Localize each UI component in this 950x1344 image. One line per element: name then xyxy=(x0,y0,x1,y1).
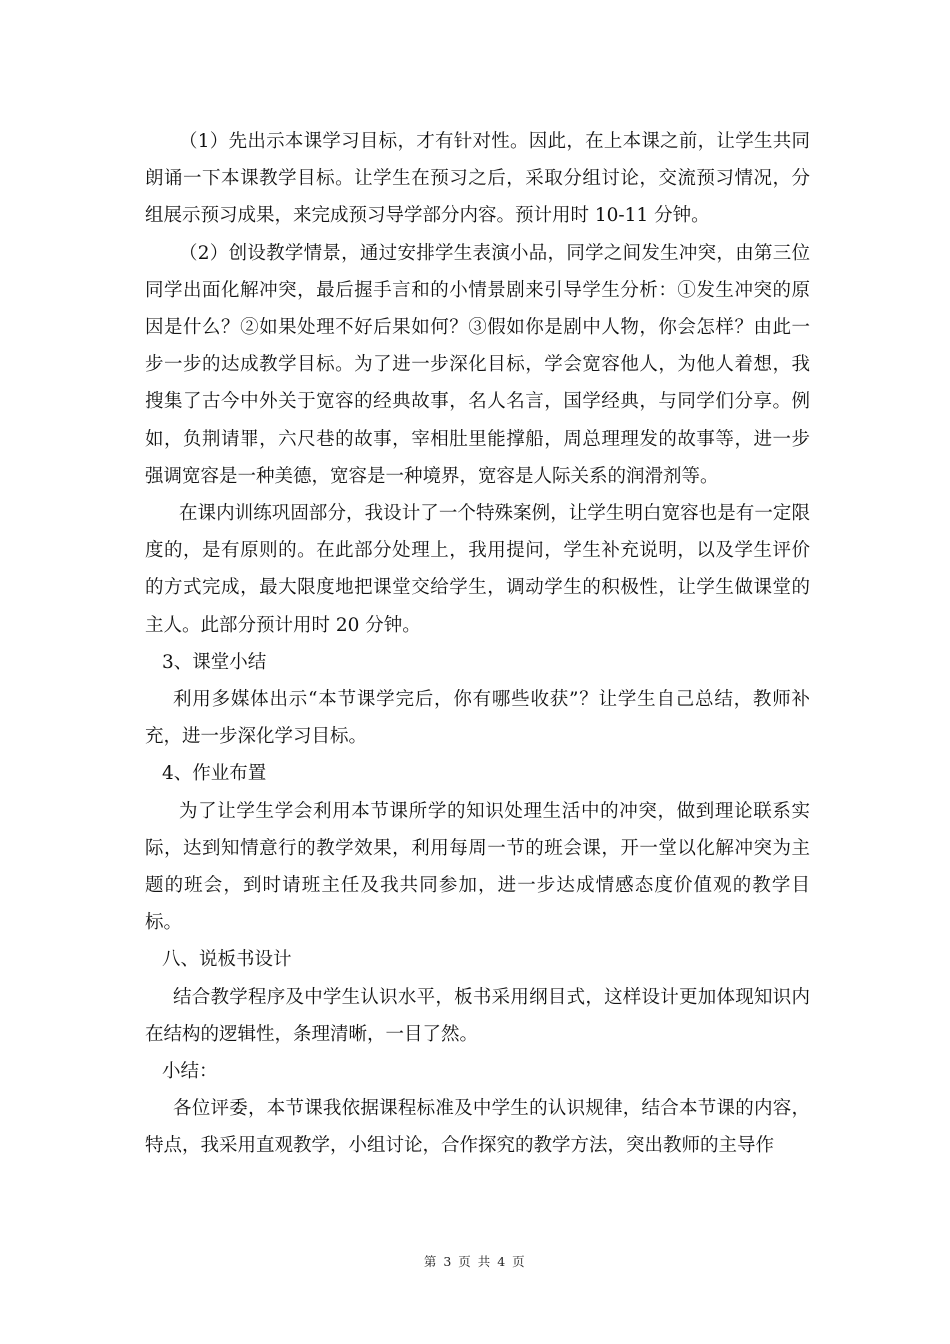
paragraph-5: 为了让学生学会利用本节课所学的知识处理生活中的冲突，做到理论联系实际，达到知情意行的教学效果，利用每周一节的班会课，开一堂以化解冲突为主题的班会，到时请班主任及我共同参加，进一步达成情感态度价值观的教学目标。 xyxy=(145,800,810,934)
section-heading-homework: 4、作业布置 xyxy=(162,763,267,785)
section-heading-summary: 小结： xyxy=(162,1061,218,1083)
section-heading-class-summary: 3、课堂小结 xyxy=(162,651,267,673)
paragraph-2: （2）创设教学情景，通过安排学生表演小品，同学之间发生冲突，由第三位同学出面化解冲突，最后握手言和的小情景剧来引导学生分析：①发生冲突的原因是什么？②如果处理不好后果如何？③假如你是剧中人物，你会怎样？由此一步一步的达成教学目标。为了进一步深化目标，学会宽容他人，为他人着想，我搜集了古今中外关于宽容的经典故事，名人名言，国学经典，与同学们分享。例如，负荆请罪，六尺巷的故事，宰相肚里能撑船，周总理理发的故事等，进一步强调宽容是一种美德，宽容是一种境界，宽容是人际关系的润滑剂等。 xyxy=(145,242,810,487)
section-heading-board-design: 八、说板书设计 xyxy=(162,949,292,971)
paragraph-7: 各位评委，本节课我依据课程标准及中学生的认识规律，结合本节课的内容，特点，我采用直观教学，小组讨论，合作探究的教学方法，突出教师的主导作 xyxy=(145,1098,810,1157)
paragraph-3: 在课内训练巩固部分，我设计了一个特殊案例，让学生明白宽容也是有一定限度的，是有原则的。在此部分处理上，我用提问，学生补充说明，以及学生评价的方式完成，最大限度地把课堂交给学生，调动学生的积极性，让学生做课堂的主人。此部分预计用时 20 分钟。 xyxy=(145,503,810,636)
paragraph-1: （1）先出示本课学习目标，才有针对性。因此，在上本课之前，让学生共同朗诵一下本课教学目标。让学生在预习之后，采取分组讨论，交流预习情况，分组展示预习成果，来完成预习导学部分内容。预计用时 10-11 分钟。 xyxy=(145,131,810,227)
page-number-footer: 第 3 页 共 4 页 xyxy=(423,1254,527,1269)
document-body xyxy=(145,123,810,1165)
paragraph-4: 利用多媒体出示“本节课学完后，你有哪些收获”？让学生自己总结，教师补充，进一步深化学习目标。 xyxy=(145,689,810,748)
paragraph-6: 结合教学程序及中学生认识水平，板书采用纲目式，这样设计更加体现知识内在结构的逻辑性，条理清晰，一目了然。 xyxy=(145,986,810,1045)
